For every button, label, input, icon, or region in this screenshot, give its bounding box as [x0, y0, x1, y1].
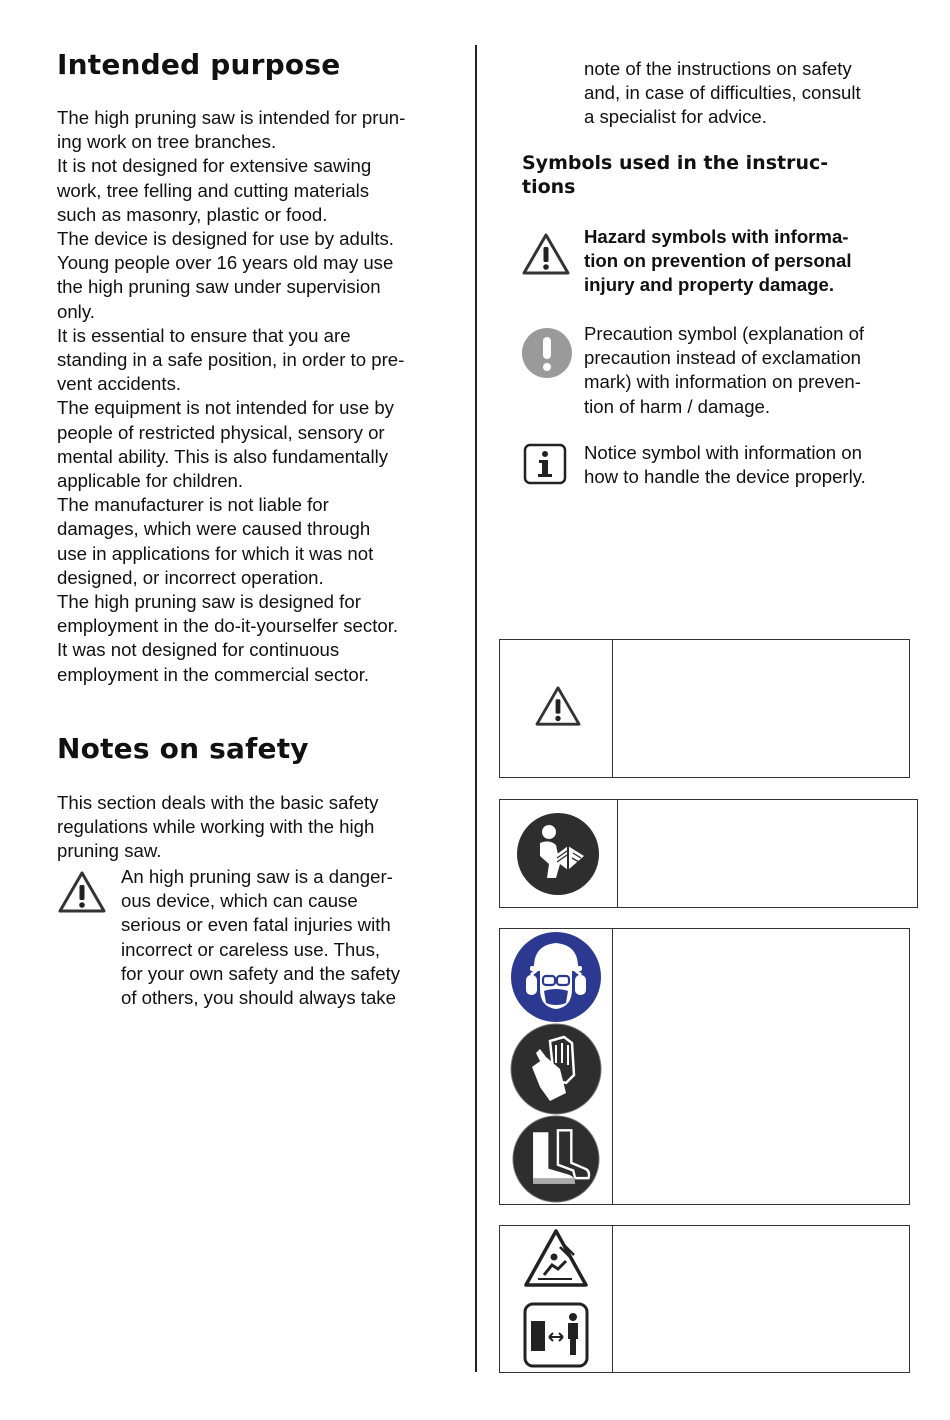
notice-symbol-text: Notice symbol with information on how to handle the device properly.	[584, 442, 866, 488]
read-manual-icon	[516, 812, 600, 896]
intended-purpose-text: The high pruning saw is intended for prun- ing work on tree branches. It is not designed for extensive sawing work, tree felling and cutting materials such as masonry, plastic or food. The device is designed for use by adults. Young people over 16 years old may use the high pruning saw under supervision only. It is essential to ensure that you are standing in a safe position, in order to pre- vent accidents. The equipment is not intended for use by people of restricted physical, sensory or mental ability. This is also fundamentally applicable for children. The manufacturer is not liable for damages, which were caused through use in applications for which it was not designed, or incorrect operation. The high pruning saw is designed for employment in the do-it-yourselfer sector. It was not designed for continuous employment in the commercial sector.	[57, 107, 406, 685]
wear-boots-icon	[510, 1115, 602, 1203]
symbol-box-warning	[499, 639, 910, 778]
warning-triangle-icon	[521, 231, 571, 277]
head-eye-ear-protection-icon	[510, 931, 602, 1023]
notes-on-safety-heading: Notes on safety	[57, 732, 309, 765]
symbols-heading: Symbols used in the instruc- tions	[522, 152, 829, 198]
symbol-box-protective-equipment	[499, 928, 910, 1205]
column-divider	[475, 45, 477, 1372]
wear-gloves-icon	[510, 1023, 602, 1115]
symbol-box-read-manual	[499, 799, 918, 908]
exclamation-circle-icon	[521, 327, 573, 379]
falling-objects-warning-icon	[522, 1227, 590, 1291]
safety-warning-continued: note of the instructions on safety and, in case of difficulties, consult a specialist for advice.	[584, 58, 861, 128]
symbol-box-keep-distance	[499, 1225, 910, 1373]
info-square-icon	[523, 443, 567, 485]
notes-on-safety-intro: This section deals with the basic safety regulations while working with the high pruning saw.	[57, 792, 379, 862]
intended-purpose-heading: Intended purpose	[57, 48, 341, 81]
safety-warning-text: An high pruning saw is a danger- ous device, which can cause serious or even fatal injuries with incorrect or careless use. Thus, for your own safety and the safety of others, you should always take	[121, 866, 401, 1009]
warning-triangle-icon	[534, 684, 582, 728]
warning-triangle-icon	[57, 869, 107, 915]
precaution-symbol-text: Precaution symbol (explanation of precaution instead of exclamation mark) with information on preven- tion of harm / damage.	[584, 323, 865, 417]
hazard-symbol-text: Hazard symbols with informa- tion on prevention of personal injury and property damage.	[584, 226, 852, 296]
keep-distance-icon	[522, 1301, 590, 1369]
